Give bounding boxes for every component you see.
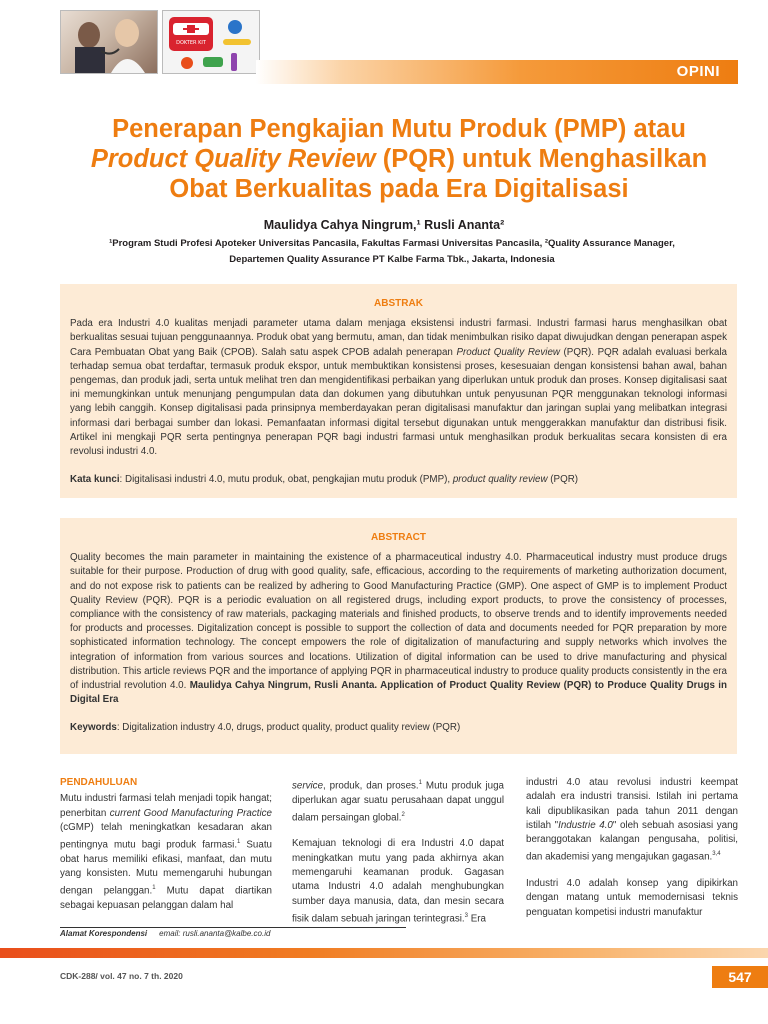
title-line-2 bbox=[40, 144, 758, 174]
title-line-3: Obat Berkualitas pada Era Digitalisasi bbox=[169, 175, 629, 203]
abstract-heading: ABSTRACT bbox=[371, 532, 426, 543]
text-span: Mutu dapat diartikan sebagai kepuasan pelanggan dalam hal bbox=[60, 885, 272, 911]
body-column-2 bbox=[292, 776, 504, 938]
paragraph bbox=[292, 776, 504, 825]
abstract-text bbox=[70, 551, 727, 707]
keywords-text: : Digitalization industry 4.0, drugs, product quality, product quality review (PQR) bbox=[116, 722, 461, 734]
paragraph: Industri 4.0 adalah konsep yang dipikirkan dengan matang untuk memodernisasi teknis penguatan kompetisi industri manufaktur bbox=[526, 878, 738, 918]
paragraph bbox=[60, 792, 272, 913]
paragraph bbox=[526, 776, 738, 865]
text-span: , produk, dan proses. bbox=[323, 780, 419, 792]
keywords-label: Keywords bbox=[70, 722, 117, 734]
text-span: Era bbox=[467, 913, 486, 925]
doctor-photo-illustration bbox=[61, 11, 157, 73]
doctor-kit-illustration bbox=[163, 11, 259, 73]
text-span: " oleh sebuah asosiasi yang beranggotakan kalangan pengusaha, politisi, dan akademisi yang mengajukan gagasan. bbox=[526, 819, 738, 863]
text-italic: service bbox=[292, 780, 324, 792]
text-italic: current Good Manufacturing Practice bbox=[109, 807, 272, 819]
doctor-patient-photo bbox=[60, 10, 158, 74]
footer-stripe bbox=[0, 948, 768, 958]
correspondence-divider bbox=[60, 927, 406, 928]
body-column-3 bbox=[526, 776, 738, 932]
citation-sup: 3 bbox=[464, 912, 468, 919]
abstrak-box bbox=[60, 284, 737, 498]
correspondence-email[interactable]: email: rusli.ananta@kalbe.co.id bbox=[159, 929, 271, 938]
section-heading-pendahuluan: PENDAHULUAN bbox=[60, 777, 138, 788]
kata-kunci-text: : Digitalisasi industri 4.0, mutu produk, obat, pengkajian mutu produk (PMP), bbox=[119, 474, 453, 486]
text-span: (cGMP) telah meningkatkan kesadaran akan pentingnya mutu bagi produk farmasi. bbox=[60, 821, 272, 851]
kata-kunci bbox=[70, 473, 727, 487]
text-span: industri 4.0 atau revolusi industri keempat adalah era industri transisi. Istilah ini pertama kali dipublikasikan pada tahun 2011 dengan istilah " bbox=[526, 777, 738, 831]
paragraph bbox=[292, 837, 504, 926]
body-column-1 bbox=[60, 776, 272, 925]
citation-sup: 3,4 bbox=[712, 851, 721, 858]
page-number: 547 bbox=[712, 966, 768, 988]
abstrak-heading: ABSTRAK bbox=[374, 298, 423, 309]
text-span: Mutu industri farmasi telah menjadi topik hangat; penerbitan bbox=[60, 793, 272, 819]
svg-text:DOKTER KIT: DOKTER KIT bbox=[176, 40, 206, 46]
authors: Maulidya Cahya Ningrum,¹ Rusli Ananta² bbox=[263, 218, 505, 232]
kata-kunci-end: (PQR) bbox=[547, 474, 579, 486]
abstrak-text bbox=[70, 317, 727, 459]
medical-kit-photo bbox=[162, 10, 260, 74]
abstrak-text-italic: Product Quality Review bbox=[456, 346, 560, 358]
text-span: Suatu obat harus memiliki efikasi, manfaat, dan mutu yang konsisten. Mutu memengaruhi hubungan dengan pelanggan. bbox=[60, 839, 272, 897]
journal-info: CDK-288/ vol. 47 no. 7 th. 2020 bbox=[60, 971, 183, 981]
article-title bbox=[40, 114, 758, 204]
abstract-text-body: Quality becomes the main parameter in maintaining the existence of a pharmaceutical industry 4.0. Pharmaceutical industry must produce drugs suitable for their purpose. Production of drug with good quality, safe, efficacious, according to the requirements of marketing authorization document, and do not expose risk to patients can be realized by adhering to Good Manufacturing Practice (GMP). One aspect of GMP is to implement Product Quality Review (PQR). PQR is a periodic evaluation on all registered drugs, including export products, to prove the consistency of processes, compliance with the consistency of raw materials, packaging materials and finished products, to observe trends and to identify improvements needed for products and processes. Digitalization concept is possible to support the collection of data and documents needed for PQR preparation by more sophisticated information technology. The concept empowers the role of digitalization of manufacturing and supply networks which involves the integration of information from various sources and locations. Utilization of digital information can be used to drive manufacturing and physical distribution. This article reviews PQR and the importance of applying PQR in pharmaceutical industry to produce quality products consistently in the era of industrial revolution 4.0. bbox=[70, 552, 727, 692]
abstract-citation: Maulidya Cahya Ningrum, Rusli Ananta. Application of Product Quality Review (PQR) to Produce Quality Drugs in Digital Era bbox=[70, 680, 727, 706]
abstrak-text-b: (PQR). PQR adalah evaluasi berkala terhadap semua obat terdaftar, termasuk produk ekspor, untuk membuktikan konsistensi proses, kesesuaian dengan konsistensi bahan awal, bahan pengemas, dan produk jadi, serta untuk melihat tren dan mengidentifikasi perbaikan yang diperlukan untuk produk dan proses. Konsep digitalisasi saat ini memungkinkan untuk menunjang pengumpulan data dan dokumen yang dibutuhkan untuk penyusunan PQR menggunakan teknologi informasi yang lebih canggih. Konsep digitalisasi pada prinsipnya memberdayakan peran digitalisasi manufaktur dan jaringan suplai yang melibatkan integrasi informasi dari berbagai sumber dan lokasi. Pemanfaatan informasi digital tersebut digunakan untuk menggerakkan manufaktur dan distribusi fisik. Artikel ini mengkaji PQR serta pentingnya penerapan PQR bagi industri farmasi untuk menghasilkan produk berkualitas secara konsisten di era revolusi industri 4.0. bbox=[70, 346, 728, 458]
text-italic: Industrie 4.0 bbox=[558, 819, 613, 831]
abstract-box bbox=[60, 518, 737, 754]
citation-sup: 1 bbox=[237, 839, 241, 846]
text-span: Kemajuan teknologi di era Industri 4.0 dapat meningkatkan mutu yang pada akhirnya akan memengaruhi keamanan produk. Gagasan utama Industri 4.0 adalah menghubungkan sumber daya manusia, data, dan mesin secara fisik dalam sebuah jaringan terintegrasi. bbox=[292, 838, 504, 925]
keywords bbox=[70, 721, 727, 735]
title-italic: Product Quality Review bbox=[90, 145, 376, 173]
abstrak-text-a: Pada era Industri 4.0 kualitas menjadi parameter utama dalam menjaga eksistensi industri farmasi. Industri farmasi harus menghasilkan obat berkualitas sesuai tujuan penggunaannya. Produk obat yang bermutu, aman, dan tidak menimbulkan risiko dapat diwujudkan dengan penerapan aspek Cara Pembuatan Obat yang Baik (CPOB). Salah satu aspek CPOB adalah penerapan bbox=[70, 318, 727, 358]
title-line-2-rest: (PQR) untuk Menghasilkan bbox=[375, 145, 708, 173]
affiliation-line-1: ¹Program Studi Profesi Apoteker Universitas Pancasila, Fakultas Farmasi Universitas Pancasila, ²Quality Assurance Manager, bbox=[109, 238, 675, 249]
citation-sup: 1 bbox=[152, 885, 156, 892]
kata-kunci-label: Kata kunci bbox=[70, 474, 120, 486]
text-span: Mutu produk juga diperlukan agar suatu perusahaan dapat unggul dalam persaingan global. bbox=[292, 780, 504, 824]
correspondence bbox=[60, 929, 270, 938]
section-label: OPINI bbox=[676, 63, 720, 80]
affiliation-line-2: Departemen Quality Assurance PT Kalbe Farma Tbk., Jakarta, Indonesia bbox=[229, 254, 555, 265]
citation-sup: 2 bbox=[401, 811, 405, 818]
affiliation bbox=[50, 236, 734, 268]
title-line-1: Penerapan Pengkajian Mutu Produk (PMP) atau bbox=[112, 115, 686, 143]
kata-kunci-italic: product quality review bbox=[452, 474, 548, 486]
citation-sup: 1 bbox=[418, 780, 422, 786]
correspondence-label: Alamat Korespondensi bbox=[60, 929, 148, 938]
